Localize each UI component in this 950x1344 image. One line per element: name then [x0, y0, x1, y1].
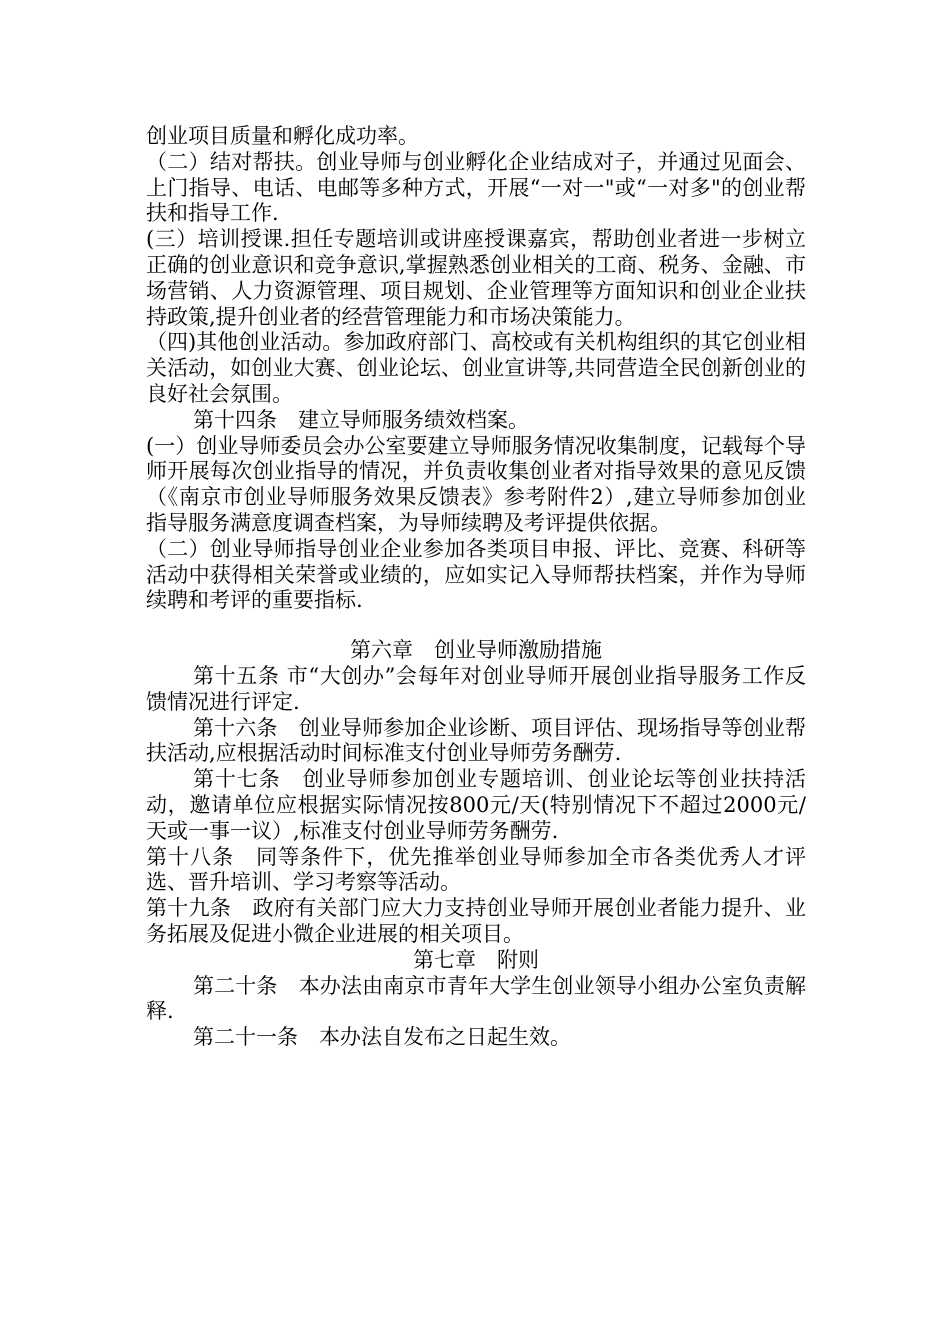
paragraph-item-4: （四)其他创业活动。参加政府部门、高校或有关机构组织的其它创业相关活动，如创业大赛、创业论坛、创业宣讲等,共同营造全民创新创业的良好社会氛围。	[146, 330, 806, 406]
article-21: 第二十一条 本办法自发布之日起生效。	[193, 1025, 571, 1050]
article-14-heading: 第十四条 建立导师服务绩效档案。	[193, 407, 529, 432]
chapter-6-heading: 第六章 创业导师激励措施	[350, 638, 602, 663]
paragraph-continuation: 创业项目质量和孵化成功率。	[146, 124, 419, 148]
paragraph-item-2: （二）结对帮扶。创业导师与创业孵化企业结成对子，并通过见面会、上门指导、电话、电邮等多种方式，开展“一对一"或“一对多"的创业帮扶和指导工作.	[146, 149, 806, 226]
article-16: 第十六条 创业导师参加企业诊断、项目评估、现场指导等创业帮扶活动,应根据活动时间标准支付创业导师劳务酬劳.	[146, 715, 806, 766]
article-17: 第十七条 创业导师参加创业专题培训、创业论坛等创业扶持活动，邀请单位应根据实际情况按800元/天(特别情况下不超过2000元/天或一事一议）,标准支付创业导师劳务酬劳.	[146, 767, 806, 843]
chapter-7-heading: 第七章 附则	[413, 947, 539, 972]
article-14-clause-2: （二）创业导师指导创业企业参加各类项目申报、评比、竞赛、科研等活动中获得相关荣誉或业绩的，应如实记入导师帮扶档案，并作为导师续聘和考评的重要指标.	[146, 536, 806, 613]
article-20: 第二十条 本办法由南京市青年大学生创业领导小组办公室负责解释.	[146, 973, 806, 1024]
article-19: 第十九条 政府有关部门应大力支持创业导师开展创业者能力提升、业务拓展及促进小微企业进展的相关项目。	[146, 896, 806, 946]
article-18: 第十八条 同等条件下，优先推举创业导师参加全市各类优秀人才评选、晋升培训、学习考察等活动。	[146, 844, 806, 895]
paragraph-item-3: (三）培训授课.担任专题培训或讲座授课嘉宾，帮助创业者进一步树立正确的创业意识和竞争意识,掌握熟悉创业相关的工商、税务、金融、市场营销、人力资源管理、项目规划、企业管理等方面知识和创业企业扶持政策,提升创业者的经营管理能力和市场决策能力。	[146, 227, 806, 329]
article-15: 第十五条 市“大创办”会每年对创业导师开展创业指导服务工作反馈情况进行评定.	[146, 663, 806, 714]
document-body	[146, 124, 806, 1051]
article-14-clause-1: (一）创业导师委员会办公室要建立导师服务情况收集制度，记载每个导师开展每次创业指导的情况，并负责收集创业者对指导效果的意见反馈（《南京市创业导师服务效果反馈表》参考附件2）,建立导师参加创业指导服务满意度调查档案，为导师续聘及考评提供依据。	[146, 433, 806, 535]
